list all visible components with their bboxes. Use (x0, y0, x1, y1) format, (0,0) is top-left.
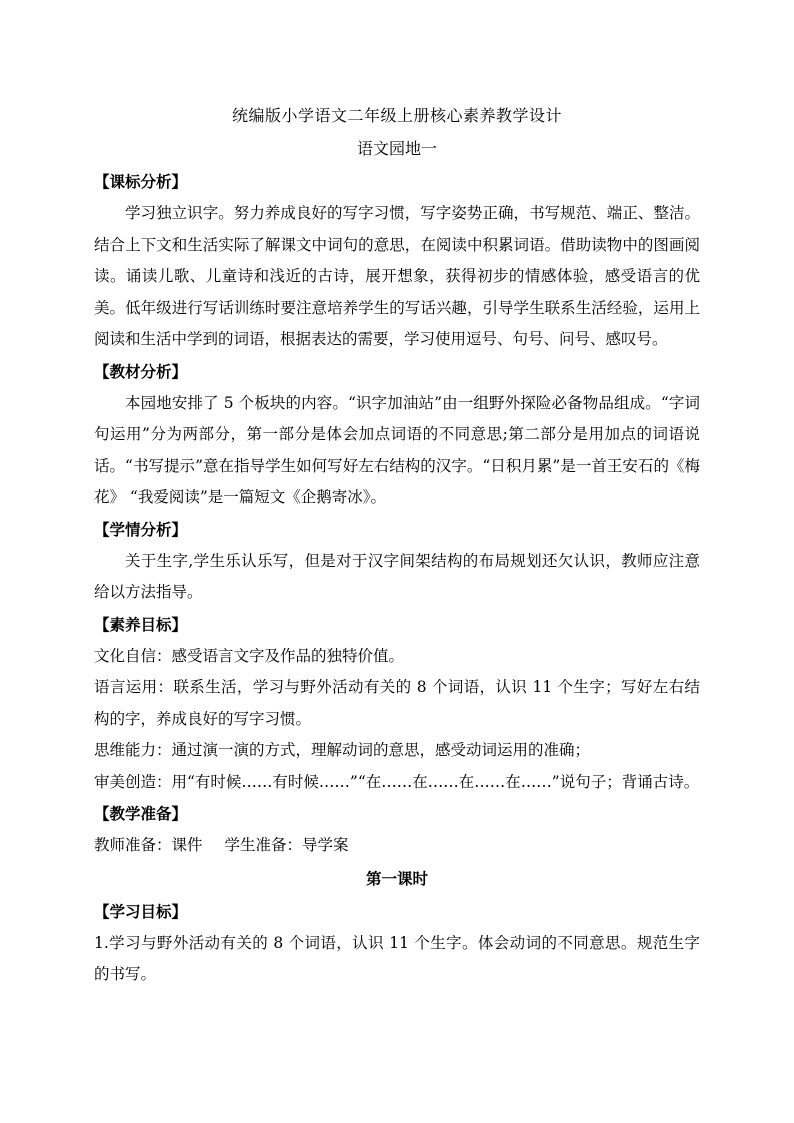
literacy-goals-heading: 【素养目标】 (94, 615, 188, 634)
document-title: 统编版小学语文二年级上册核心素养教学设计 (231, 106, 562, 125)
teacher-prep: 教师准备：课件 (94, 836, 203, 854)
teaching-prep-heading: 【教学准备】 (94, 805, 188, 823)
teaching-prep-line (94, 830, 700, 862)
literacy-goal-language: 语言运用：联系生活，学习与野外活动有关的 8 个词语，认识 11 个生字；写好左右结构的字，养成良好的写字习惯。 (94, 678, 700, 728)
student-prep: 学生准备：导学案 (224, 836, 349, 854)
literacy-goal-aesthetic: 审美创造：用“有时候……有时候……”“在……在……在……在……”说句子；背诵古诗。 (94, 772, 700, 791)
textbook-analysis-heading: 【教材分析】 (94, 362, 188, 381)
literacy-goal-thinking: 思维能力：通过演一演的方式，理解动词的意思，感受动词运用的准确； (94, 741, 591, 759)
learning-objectives-heading: 【学习目标】 (94, 902, 188, 921)
curriculum-analysis-text: 学习独立识字。努力养成良好的写字习惯，写字姿势正确，书写规范、端正、整洁。结合上下文和生活实际了解课文中词句的意思，在阅读中积累词语。借助读物中的图画阅读。诵读儿歌、儿童诗和浅近的古诗，展开想象，获得初步的情感体验，感受语言的优美。低年级进行写话训练时要注意培养学生的写话兴趣，引导学生联系生活经验，运用上阅读和生活中学到的词语，根据表达的需要，学习使用逗号、句号、问号、感叹号。 (94, 204, 700, 348)
textbook-analysis-text: 本园地安排了 5 个板块的内容。“识字加油站”由一组野外探险必备物品组成。“字词句运用”分为两部分，第一部分是体会加点词语的不同意思;第二部分是用加点的词语说话。“书写提示”意在指导学生如何写好左右结构的汉字。“日积月累”是一首王安石的《梅花》 “我爱阅读”是一篇短文《企鹅寄冰》。 (94, 393, 700, 506)
learner-analysis-heading: 【学情分析】 (94, 520, 188, 539)
curriculum-analysis-heading: 【课标分析】 (94, 173, 188, 191)
learner-analysis-text: 关于生字,学生乐认乐写，但是对于汉字间架结构的布局规划还欠认识，教师应注意给以方法指导。 (94, 551, 700, 601)
literacy-goal-culture: 文化自信：感受语言文字及作品的独特价值。 (94, 646, 405, 665)
document-body (94, 100, 700, 991)
document-subtitle: 语文园地一 (356, 139, 437, 158)
learning-objective-1: 1.学习与野外活动有关的 8 个词语，认识 11 个生字。体会动词的不同意思。规范生字的书写。 (94, 933, 700, 983)
lesson-one-heading: 第一课时 (365, 869, 428, 888)
